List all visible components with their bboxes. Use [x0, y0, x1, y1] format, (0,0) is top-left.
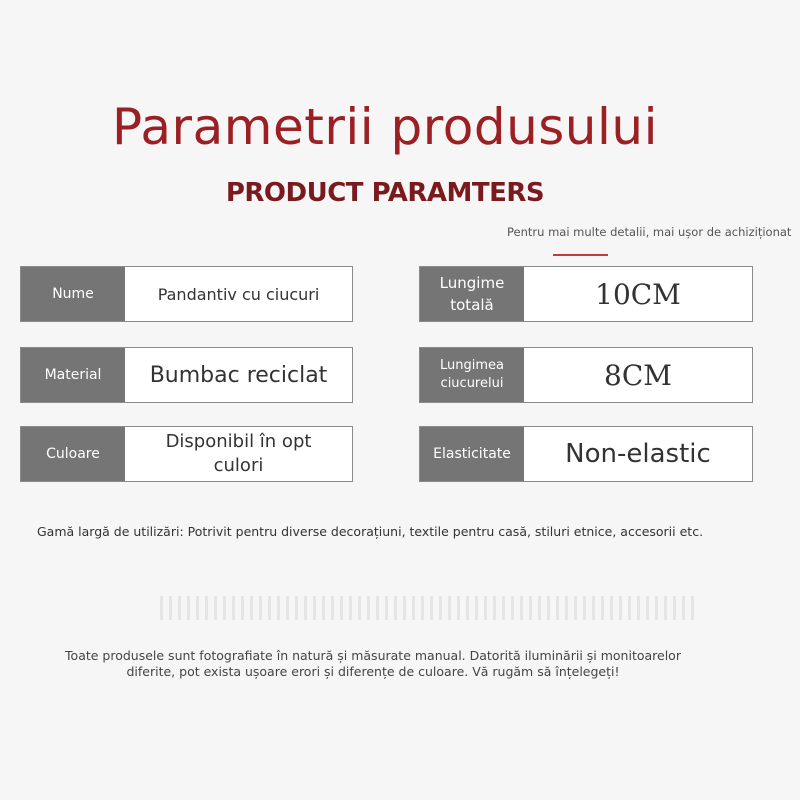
- param-color: [20, 426, 353, 482]
- page-subtitle: PRODUCT PARAMTERS: [225, 178, 545, 208]
- param-value: 10CM: [595, 277, 681, 311]
- disclaimer-line: diferite, pot exista ușoare erori și diferențe de culoare. Vă rugăm să înțelegeți!: [126, 664, 620, 679]
- param-value: Pandantiv cu ciucuri: [157, 284, 320, 304]
- top-note: Pentru mai multe detalii, mai ușor de achiziționat: [507, 225, 792, 239]
- faded-text-artifact: [160, 596, 700, 620]
- param-label: Lungime totală: [420, 267, 524, 321]
- param-label: Lungimea ciucurelui: [420, 348, 524, 402]
- accent-divider: [553, 254, 608, 256]
- param-label: Elasticitate: [420, 427, 524, 481]
- param-tassel-length: [419, 347, 753, 403]
- param-elasticity: [419, 426, 753, 482]
- param-material: [20, 347, 353, 403]
- param-value: 8CM: [604, 358, 672, 392]
- disclaimer: [0, 648, 746, 680]
- page-title: Parametrii produsului: [112, 98, 658, 156]
- usage-text: Gamă largă de utilizări: Potrivit pentru diverse decorațiuni, textile pentru casă, stiluri etnice, accesorii etc.: [37, 524, 704, 539]
- param-total-length: [419, 266, 753, 322]
- param-name: [20, 266, 353, 322]
- param-value: Bumbac reciclat: [149, 362, 328, 388]
- disclaimer-line: Toate produsele sunt fotografiate în natură și măsurate manual. Datorită iluminării și monitoarelor: [65, 648, 681, 663]
- param-value: Disponibil în opt culori: [165, 431, 312, 476]
- param-label: Material: [21, 348, 125, 402]
- param-label: Nume: [21, 267, 125, 321]
- param-value: Non-elastic: [565, 439, 711, 469]
- param-label: Culoare: [21, 427, 125, 481]
